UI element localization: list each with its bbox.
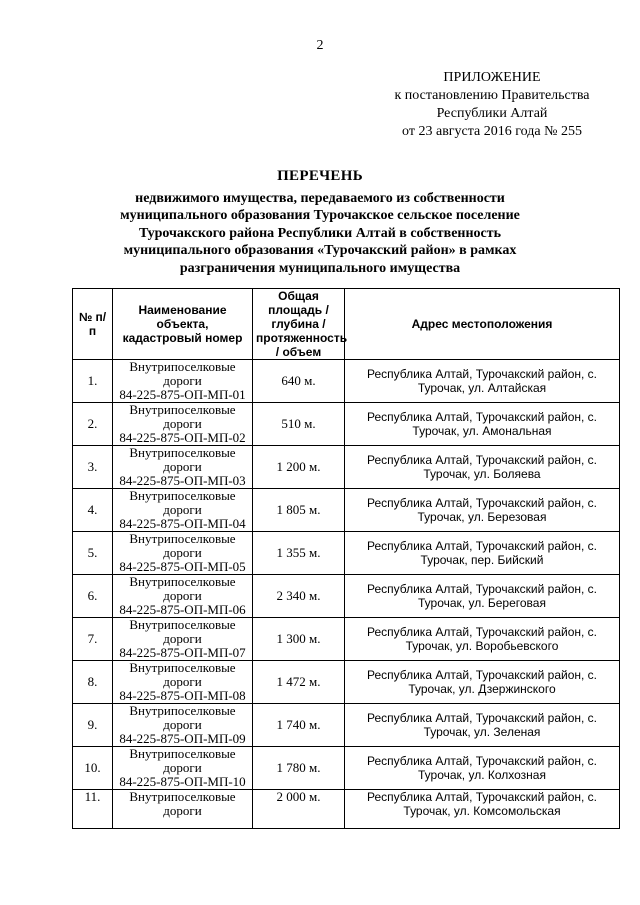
cell-area: 510 м. (253, 403, 345, 446)
table-row (73, 575, 620, 618)
appendix-title: ПРИЛОЖЕНИЕ (443, 70, 541, 85)
cell-area: 640 м. (253, 360, 345, 403)
cadastral-number: 84-225-875-ОП-МП-08 (119, 688, 246, 703)
object-name: Внутрипоселковые дороги (129, 531, 236, 560)
cell-name (113, 704, 253, 747)
cell-name (113, 618, 253, 661)
appendix-header (372, 69, 612, 141)
cell-area: 1 740 м. (253, 704, 345, 747)
object-name: Внутрипоселковые дороги (129, 445, 236, 474)
cell-name (113, 790, 253, 829)
document-title (70, 168, 570, 278)
cell-num: 5. (73, 532, 113, 575)
cadastral-number: 84-225-875-ОП-МП-07 (119, 645, 246, 660)
table-header-row (73, 289, 620, 360)
cell-area: 1 300 м. (253, 618, 345, 661)
cell-name (113, 489, 253, 532)
cell-area: 2 340 м. (253, 575, 345, 618)
cell-address: Республика Алтай, Турочакский район, с. Турочак, ул. Березовая (345, 489, 620, 532)
cell-name (113, 403, 253, 446)
cell-area: 2 000 м. (253, 790, 345, 829)
title-line: недвижимого имущества, передаваемого из собственности (135, 190, 505, 206)
cell-address: Республика Алтай, Турочакский район, с. Турочак, пер. Бийский (345, 532, 620, 575)
cadastral-number: 84-225-875-ОП-МП-10 (119, 774, 246, 789)
cell-address: Республика Алтай, Турочакский район, с. Турочак, ул. Амональная (345, 403, 620, 446)
cadastral-number: 84-225-875-ОП-МП-05 (119, 559, 246, 574)
cell-name (113, 661, 253, 704)
table-row (73, 360, 620, 403)
cell-num: 10. (73, 747, 113, 790)
cell-num: 11. (73, 790, 113, 829)
cell-num: 1. (73, 360, 113, 403)
cell-area: 1 355 м. (253, 532, 345, 575)
header-name: Наименование объекта, кадастровый номер (113, 289, 253, 360)
table-row (73, 446, 620, 489)
object-name: Внутрипоселковые дороги (129, 703, 236, 732)
cell-num: 2. (73, 403, 113, 446)
cell-area: 1 805 м. (253, 489, 345, 532)
cell-num: 3. (73, 446, 113, 489)
cell-name (113, 532, 253, 575)
cell-address: Республика Алтай, Турочакский район, с. Турочак, ул. Дзержинского (345, 661, 620, 704)
table-row (73, 618, 620, 661)
title-line: Турочакского района Республики Алтай в собственность (138, 225, 502, 241)
object-name: Внутрипоселковые дороги (129, 660, 236, 689)
object-name: Внутрипоселковые дороги (129, 746, 236, 775)
appendix-line: Республики Алтай (436, 106, 548, 121)
cadastral-number: 84-225-875-ОП-МП-02 (119, 430, 246, 445)
table-row (73, 790, 620, 829)
page-number: 2 (316, 38, 324, 53)
object-name: Внутрипоселковые дороги (129, 617, 236, 646)
header-num: № п/п (73, 289, 113, 360)
cell-address: Республика Алтай, Турочакский район, с. Турочак, ул. Воробьевского (345, 618, 620, 661)
cell-name (113, 747, 253, 790)
cadastral-number: 84-225-875-ОП-МП-01 (119, 387, 246, 402)
table-row (73, 489, 620, 532)
appendix-line: к постановлению Правительства (394, 88, 590, 103)
title-heading: ПЕРЕЧЕНЬ (277, 168, 363, 184)
cell-address: Республика Алтай, Турочакский район, с. Турочак, ул. Боляева (345, 446, 620, 489)
cell-num: 7. (73, 618, 113, 661)
cadastral-number: 84-225-875-ОП-МП-09 (119, 731, 246, 746)
cell-num: 4. (73, 489, 113, 532)
header-address: Адрес местоположения (345, 289, 620, 360)
cell-area: 1 780 м. (253, 747, 345, 790)
cell-address: Республика Алтай, Турочакский район, с. Турочак, ул. Алтайская (345, 360, 620, 403)
cadastral-number: 84-225-875-ОП-МП-06 (119, 602, 246, 617)
appendix-date: от 23 августа 2016 года № 255 (402, 124, 582, 139)
cell-name (113, 575, 253, 618)
object-name: Внутрипоселковые дороги (129, 789, 236, 818)
cadastral-number: 84-225-875-ОП-МП-03 (119, 473, 246, 488)
cell-address: Республика Алтай, Турочакский район, с. Турочак, ул. Колхозная (345, 747, 620, 790)
cell-name (113, 446, 253, 489)
table-row (73, 704, 620, 747)
cell-area: 1 200 м. (253, 446, 345, 489)
object-name: Внутрипоселковые дороги (129, 574, 236, 603)
property-table (72, 288, 620, 829)
cadastral-number: 84-225-875-ОП-МП-04 (119, 516, 246, 531)
cell-num: 9. (73, 704, 113, 747)
cell-name (113, 360, 253, 403)
title-line: муниципального образования Турочакское сельское поселение (120, 208, 520, 224)
cell-area: 1 472 м. (253, 661, 345, 704)
title-line: разграничения муниципального имущества (179, 260, 461, 276)
object-name: Внутрипоселковые дороги (129, 402, 236, 431)
object-name: Внутрипоселковые дороги (129, 488, 236, 517)
object-name: Внутрипоселковые дороги (129, 359, 236, 388)
cell-address: Республика Алтай, Турочакский район, с. Турочак, ул. Зеленая (345, 704, 620, 747)
header-area: Общая площадь / глубина / протяженность / объем (253, 289, 345, 360)
title-line: муниципального образования «Турочакский район» в рамках (123, 243, 517, 259)
cell-address: Республика Алтай, Турочакский район, с. Турочак, ул. Береговая (345, 575, 620, 618)
table-row (73, 403, 620, 446)
cell-address: Республика Алтай, Турочакский район, с. Турочак, ул. Комсомольская (345, 790, 620, 829)
cell-num: 6. (73, 575, 113, 618)
table-row (73, 747, 620, 790)
table-row (73, 661, 620, 704)
table-row (73, 532, 620, 575)
cell-num: 8. (73, 661, 113, 704)
